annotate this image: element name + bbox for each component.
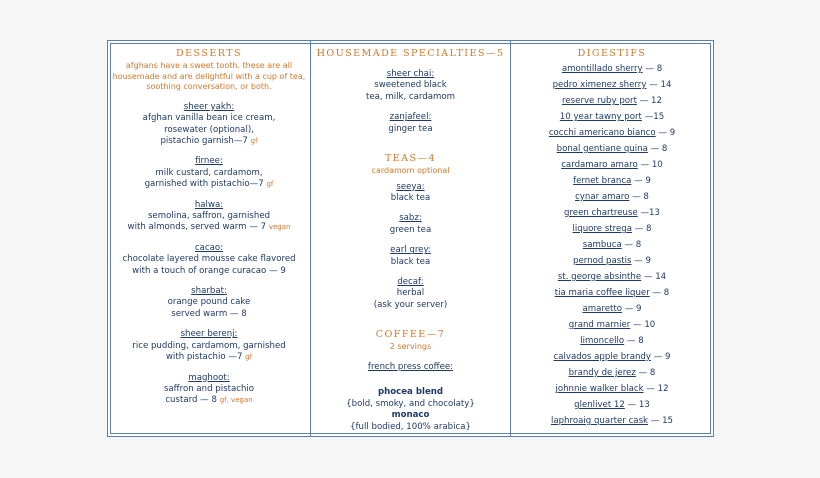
dessert-item-name: sharbat: bbox=[191, 286, 227, 297]
dessert-item-text: custard — 8 bbox=[165, 395, 217, 406]
digestif-item bbox=[515, 125, 709, 141]
specialty-item-text: ginger tea bbox=[388, 123, 433, 134]
dessert-item bbox=[112, 286, 306, 320]
dessert-item-text: orange pound cake bbox=[167, 297, 251, 308]
teas-list bbox=[315, 182, 506, 312]
digestif-price: — 8 bbox=[624, 336, 644, 346]
digestif-price: — 14 bbox=[646, 80, 672, 90]
dessert-item-line bbox=[112, 168, 306, 179]
dessert-item-text: saffron and pistachio bbox=[163, 383, 255, 394]
digestif-item bbox=[515, 253, 709, 269]
digestif-name: laphroaig quarter cask bbox=[550, 416, 649, 426]
digestif-item bbox=[515, 77, 709, 93]
dessert-item-line bbox=[112, 395, 306, 406]
dessert-item-line bbox=[112, 136, 306, 147]
tea-item-line bbox=[315, 225, 506, 236]
digestif-name: tia maria coffee liquer bbox=[554, 288, 650, 298]
dessert-item-line bbox=[112, 309, 306, 320]
coffee-item bbox=[315, 362, 506, 373]
tea-item-name: seeya: bbox=[396, 181, 425, 192]
specialty-item-text: sweetened black bbox=[374, 80, 447, 91]
digestif-item bbox=[515, 205, 709, 221]
digestif-price: — 12 bbox=[636, 96, 662, 106]
desserts-intro: afghans have a sweet tooth. these are all housemade and are delightful with a cup of tea, soothing conversation, or both. bbox=[112, 61, 306, 92]
dessert-item-text: with pistachio —7 bbox=[165, 352, 243, 363]
dessert-item-name: halwa: bbox=[194, 199, 224, 210]
dessert-item-line bbox=[112, 179, 306, 190]
digestif-price: — 8 bbox=[635, 368, 656, 378]
digestif-name: sambuca bbox=[582, 240, 622, 250]
specialty-item-name: zanjafeel: bbox=[389, 112, 432, 123]
digestif-item bbox=[515, 141, 709, 157]
specialty-item-line bbox=[315, 124, 506, 135]
digestif-price: — 9 bbox=[655, 128, 676, 138]
dessert-item-text: garnished with pistachio—7 bbox=[144, 179, 264, 190]
specialty-item-name: sheer chai: bbox=[386, 69, 435, 79]
dessert-item-text: chocolate layered mousse cake flavored bbox=[122, 254, 296, 265]
digestif-price: — 14 bbox=[641, 272, 667, 282]
digestif-price: — 9 bbox=[650, 352, 671, 362]
tea-item-line bbox=[315, 288, 506, 299]
digestif-item bbox=[515, 381, 709, 397]
dessert-item bbox=[112, 373, 306, 407]
dessert-item bbox=[112, 156, 306, 190]
digestif-price: — 10 bbox=[630, 320, 656, 330]
tea-item-line bbox=[315, 257, 506, 268]
digestifs-title: DIGESTIFS bbox=[577, 48, 647, 59]
digestif-price: — 8 bbox=[642, 64, 663, 74]
digestif-item bbox=[515, 61, 709, 77]
digestif-item bbox=[515, 317, 709, 333]
digestif-item bbox=[515, 413, 709, 429]
digestif-price: — 8 bbox=[631, 224, 652, 234]
dessert-item-text: semolina, saffron, garnished bbox=[147, 211, 271, 222]
specialty-item bbox=[315, 112, 506, 135]
digestif-item bbox=[515, 301, 709, 317]
digestif-name: johnnie walker black bbox=[555, 384, 644, 394]
desserts-title: DESSERTS bbox=[176, 48, 242, 59]
tea-item bbox=[315, 213, 506, 236]
blend-2-name: monaco bbox=[391, 410, 430, 421]
specialty-item bbox=[315, 69, 506, 103]
specialties-column bbox=[311, 41, 511, 436]
digestif-name: 10 year tawny port bbox=[559, 112, 642, 122]
tea-item-name: decaf: bbox=[397, 277, 424, 288]
digestif-name: reserve ruby port bbox=[562, 96, 637, 106]
coffee-note: 2 servings bbox=[389, 342, 432, 352]
dessert-item-name: firnee: bbox=[195, 156, 223, 167]
dessert-item-text: rosewater (optional), bbox=[164, 124, 254, 135]
tea-item-name: sabz: bbox=[399, 213, 422, 224]
dessert-item-name: sheer berenj: bbox=[180, 329, 238, 340]
digestif-item bbox=[515, 269, 709, 285]
dietary-tag: gf, vegan bbox=[219, 396, 253, 405]
digestif-name: grand marnier bbox=[568, 320, 631, 330]
dessert-item-line bbox=[112, 211, 306, 222]
dessert-item-text: pistachio garnish—7 bbox=[160, 136, 248, 146]
blend-1-name: phocea blend bbox=[377, 387, 444, 398]
digestif-price: — 12 bbox=[643, 384, 669, 394]
dessert-item-line bbox=[112, 352, 306, 363]
dessert-item bbox=[112, 243, 306, 277]
digestif-name: glenlivet 12 bbox=[574, 400, 625, 410]
tea-item-text: (ask your server) bbox=[373, 299, 448, 310]
digestif-price: — 15 bbox=[648, 416, 674, 426]
teas-note: cardamom optional bbox=[371, 166, 450, 176]
digestif-price: — 8 bbox=[649, 288, 670, 298]
digestif-name: fernet branca bbox=[573, 176, 632, 186]
digestif-price: — 13 bbox=[624, 400, 650, 410]
digestif-item bbox=[515, 157, 709, 173]
tea-item-text: herbal bbox=[396, 288, 425, 299]
digestif-name: limoncello bbox=[580, 336, 625, 346]
digestif-price: — 10 bbox=[637, 160, 663, 170]
dessert-item-name: maghoot: bbox=[188, 372, 230, 383]
digestif-price: — 8 bbox=[621, 240, 642, 250]
tea-item-text: black tea bbox=[390, 256, 431, 267]
tea-item-text: black tea bbox=[390, 193, 431, 204]
digestif-name: cardamaro amaro bbox=[561, 160, 638, 170]
dessert-item-text: rice pudding, cardamom, garnished bbox=[132, 340, 286, 351]
digestif-price: — 9 bbox=[622, 304, 642, 314]
dessert-item-line bbox=[112, 254, 306, 265]
digestif-name: liquore strega bbox=[572, 224, 632, 234]
dessert-item-line bbox=[112, 341, 306, 352]
digestif-name: calvados apple brandy bbox=[553, 352, 651, 362]
digestif-name: brandy de jerez bbox=[568, 368, 636, 378]
dessert-item bbox=[112, 102, 306, 148]
dessert-list bbox=[112, 102, 306, 407]
tea-item-name: earl grey: bbox=[390, 245, 431, 256]
digestif-price: — 9 bbox=[631, 176, 651, 186]
digestif-name: cocchi americano bianco bbox=[548, 128, 656, 138]
dietary-tag: vegan bbox=[268, 223, 291, 232]
digestif-price: — 8 bbox=[647, 144, 668, 154]
digestif-name: pernod pastis bbox=[573, 256, 632, 266]
digestif-item bbox=[515, 397, 709, 413]
desserts-column bbox=[108, 41, 311, 436]
digestif-name: amontillado sherry bbox=[561, 64, 643, 74]
dietary-tag: gf bbox=[266, 180, 274, 189]
digestif-name: cynar amaro bbox=[575, 192, 630, 202]
dessert-item-text: served warm — 8 bbox=[171, 308, 247, 319]
dessert-item bbox=[112, 200, 306, 234]
dessert-item-line bbox=[112, 222, 306, 233]
specialties-list bbox=[315, 69, 506, 135]
dessert-item-name: cacao: bbox=[194, 242, 224, 253]
digestif-item bbox=[515, 173, 709, 189]
digestifs-column bbox=[511, 41, 713, 436]
digestif-item bbox=[515, 333, 709, 349]
dietary-tag: gf bbox=[250, 137, 258, 145]
digestif-name: amaretto bbox=[582, 304, 622, 314]
specialty-item-text: tea, milk, cardamom bbox=[365, 91, 456, 102]
digestif-price: — 8 bbox=[629, 192, 649, 202]
digestifs-list bbox=[515, 61, 709, 429]
digestif-name: bonal gentiane quina bbox=[556, 144, 648, 154]
digestif-item bbox=[515, 221, 709, 237]
digestif-item bbox=[515, 285, 709, 301]
digestif-price: —13 bbox=[637, 208, 660, 218]
teas-title: TEAS—4 bbox=[384, 153, 436, 165]
digestif-item bbox=[515, 109, 709, 125]
dessert-item bbox=[112, 329, 306, 363]
tea-item-line bbox=[315, 300, 506, 311]
dessert-item-name: sheer yakh: bbox=[183, 101, 235, 112]
digestif-name: st. george absinthe bbox=[557, 272, 642, 282]
tea-item bbox=[315, 245, 506, 268]
dietary-tag: gf bbox=[245, 353, 253, 362]
dessert-item-line bbox=[112, 297, 306, 308]
digestif-item bbox=[515, 189, 709, 205]
coffee-blends bbox=[315, 387, 506, 433]
tea-item-text: green tea bbox=[389, 224, 432, 235]
digestif-item bbox=[515, 93, 709, 109]
digestif-name: pedro ximenez sherry bbox=[552, 80, 647, 90]
dessert-item-line bbox=[112, 266, 306, 277]
tea-item-line bbox=[315, 193, 506, 204]
dessert-item-text: milk custard, cardamom, bbox=[155, 167, 263, 178]
specialty-item-line bbox=[315, 92, 506, 103]
digestif-item bbox=[515, 365, 709, 381]
specialties-title: HOUSEMADE SPECIALTIES—5 bbox=[316, 48, 505, 59]
digestif-name: green chartreuse bbox=[563, 208, 638, 218]
dessert-item-line bbox=[112, 384, 306, 395]
tea-item bbox=[315, 182, 506, 205]
dessert-item-text: with almonds, served warm — 7 bbox=[127, 222, 267, 233]
dessert-item-text: with a touch of orange curacao — 9 bbox=[132, 265, 286, 276]
dessert-item-line bbox=[112, 113, 306, 124]
coffee-title: COFFEE—7 bbox=[375, 329, 446, 341]
digestif-price: —15 bbox=[641, 112, 665, 122]
blend-2-desc: {full bodied, 100% arabica} bbox=[350, 421, 471, 432]
coffee-item-name: french press coffee: bbox=[367, 361, 454, 372]
menu-card bbox=[107, 40, 714, 437]
tea-item bbox=[315, 277, 506, 311]
digestif-item bbox=[515, 349, 709, 365]
blend-1-desc: {bold, smoky, and chocolaty} bbox=[346, 398, 475, 409]
dessert-item-line bbox=[112, 125, 306, 136]
digestif-price: — 9 bbox=[631, 256, 651, 266]
dessert-item-text: afghan vanilla bean ice cream, bbox=[142, 113, 276, 124]
specialty-item-line bbox=[315, 80, 506, 91]
digestif-item bbox=[515, 237, 709, 253]
